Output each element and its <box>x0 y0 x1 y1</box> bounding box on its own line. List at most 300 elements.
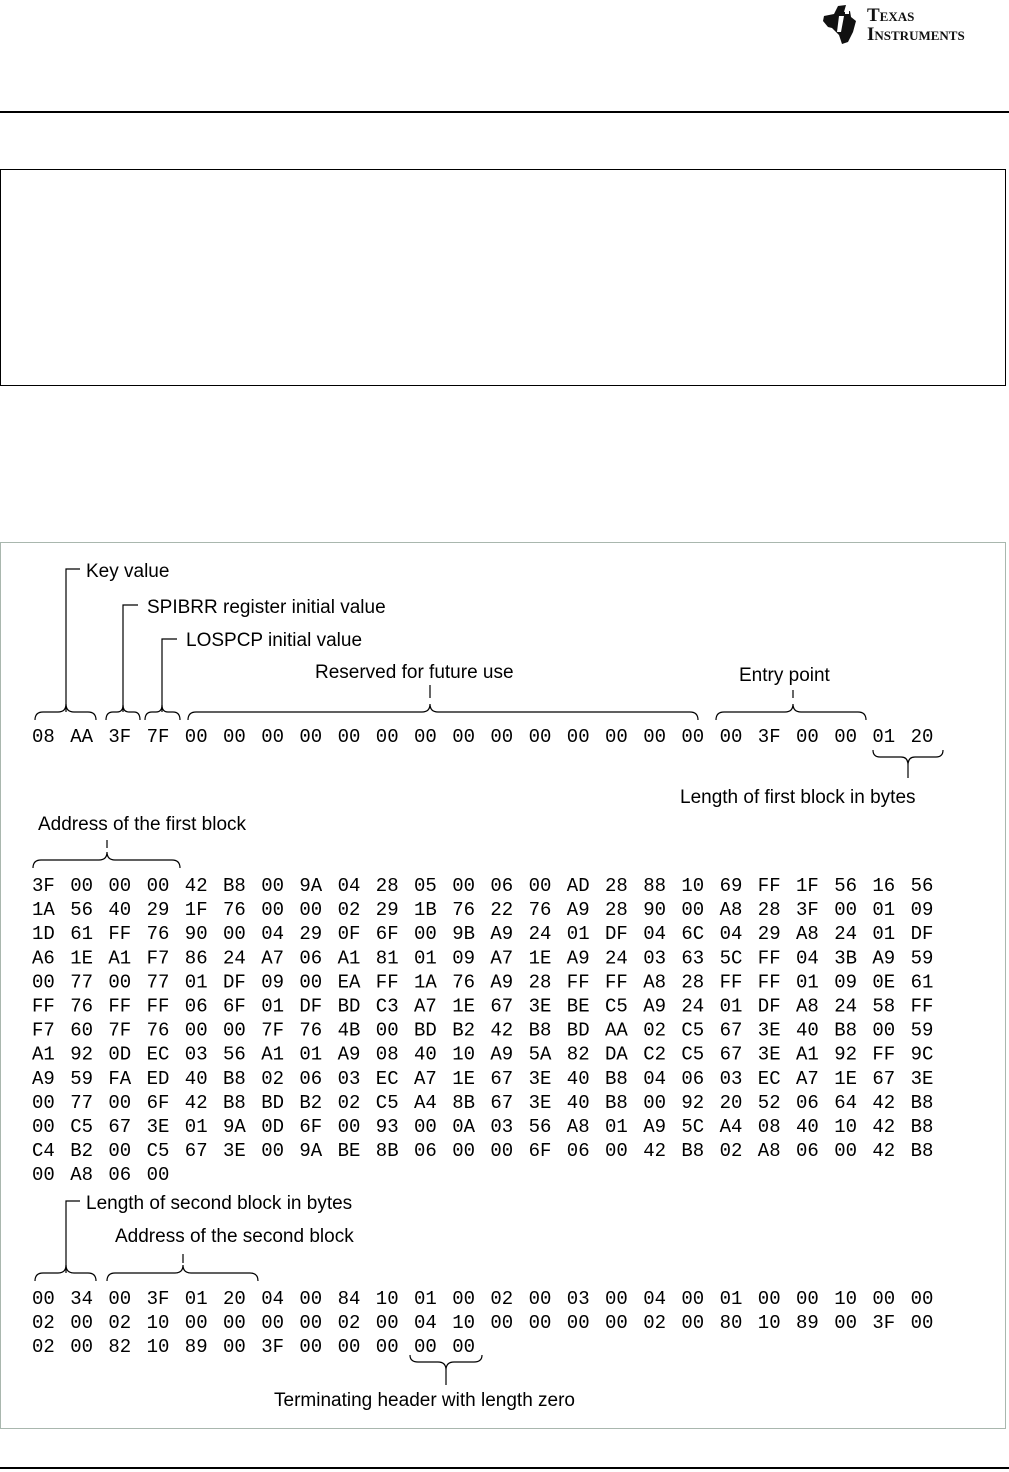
block1-byte: A9 <box>32 1067 55 1090</box>
block1-byte: 1D <box>32 923 55 946</box>
block1-byte: 86 <box>184 947 208 970</box>
block1-byte: 28 <box>528 971 552 994</box>
block1-byte: 56 <box>223 1043 246 1066</box>
block1-byte: 81 <box>375 947 399 970</box>
hex-header-row <box>32 726 933 748</box>
block1-byte: B8 <box>528 1019 552 1042</box>
block1-byte: 00 <box>32 1116 55 1138</box>
block1-byte: 00 <box>32 1091 55 1114</box>
header-byte: 00 <box>414 726 437 748</box>
block1-byte: 00 <box>643 1091 667 1114</box>
block1-byte: 3E <box>757 1019 781 1042</box>
block1-byte: 00 <box>146 1164 170 1187</box>
block2-byte: 89 <box>184 1336 208 1358</box>
header-byte: 00 <box>452 726 476 748</box>
block2-byte: 00 <box>566 1312 590 1334</box>
block1-byte: 01 <box>719 995 743 1018</box>
block1-byte: A1 <box>32 1043 55 1066</box>
block1-byte: 01 <box>796 971 819 994</box>
block2-byte: 3F <box>146 1288 170 1310</box>
block1-byte: 08 <box>375 1043 399 1066</box>
block2-byte: 10 <box>452 1312 476 1334</box>
block1-byte: 3B <box>834 947 858 970</box>
block2-byte: 00 <box>757 1288 781 1310</box>
block1-byte: C5 <box>70 1116 94 1138</box>
block2-byte: 04 <box>261 1288 285 1310</box>
block1-byte: 3E <box>528 995 552 1018</box>
header-byte: 00 <box>643 726 667 748</box>
block2-byte: 02 <box>490 1288 514 1310</box>
header-byte: 00 <box>299 726 323 748</box>
block1-byte: 00 <box>261 875 285 897</box>
block2-byte: 02 <box>108 1312 132 1334</box>
header-byte: 00 <box>566 726 590 748</box>
block1-byte: 42 <box>643 1140 667 1163</box>
address-second-label: Address of the second block <box>115 1226 354 1247</box>
block1-byte: C5 <box>681 1019 705 1042</box>
block1-byte: 6F <box>528 1140 552 1163</box>
block1-byte: 03 <box>490 1116 514 1138</box>
block1-byte: BD <box>414 1019 437 1042</box>
hex-block2-rows <box>32 1288 933 1358</box>
block2-byte: 00 <box>223 1312 246 1334</box>
address-second-brace <box>107 1265 258 1281</box>
length-first-label: Length of first block in bytes <box>680 787 916 808</box>
block2-byte: 00 <box>414 1336 437 1358</box>
block1-byte: 16 <box>872 875 896 897</box>
block2-byte: 02 <box>643 1312 667 1334</box>
block1-byte: 00 <box>414 923 437 946</box>
block1-byte: 58 <box>872 995 896 1018</box>
block1-byte: DF <box>605 923 628 946</box>
block1-byte: 67 <box>719 1043 743 1066</box>
block1-byte: 3E <box>528 1091 552 1114</box>
block1-byte: B8 <box>681 1140 705 1163</box>
block1-byte: 22 <box>490 899 514 922</box>
block1-byte: 04 <box>337 875 361 897</box>
block1-byte: 40 <box>796 1019 819 1042</box>
block1-byte: A7 <box>414 1067 437 1090</box>
block2-byte: 01 <box>414 1288 437 1310</box>
block1-byte: A9 <box>566 947 590 970</box>
block1-byte: A9 <box>490 971 514 994</box>
block1-byte: 00 <box>108 971 132 994</box>
block1-byte: FF <box>375 971 399 994</box>
block1-byte: 76 <box>452 899 476 922</box>
header-byte: 00 <box>834 726 858 748</box>
block2-byte: 00 <box>261 1312 285 1334</box>
block1-byte: 04 <box>643 1067 667 1090</box>
header-byte: 7F <box>146 726 170 748</box>
entry-point-label: Entry point <box>739 665 830 686</box>
block1-byte: 40 <box>108 899 132 922</box>
block2-byte: 10 <box>146 1336 170 1358</box>
block1-byte: 42 <box>872 1091 896 1114</box>
block1-byte: FF <box>146 995 170 1018</box>
block1-byte: BD <box>337 995 361 1018</box>
block1-byte: 00 <box>299 899 323 922</box>
block1-byte: 76 <box>299 1019 323 1042</box>
block2-byte: 02 <box>337 1312 361 1334</box>
block1-byte: 42 <box>184 1091 208 1114</box>
block1-byte: 29 <box>146 899 170 922</box>
block1-byte: A8 <box>719 899 743 922</box>
block1-byte: 03 <box>719 1067 743 1090</box>
block1-byte: 00 <box>375 1019 399 1042</box>
block1-byte: 67 <box>490 1067 514 1090</box>
block1-byte: 4B <box>337 1019 361 1042</box>
block1-byte: FF <box>566 971 590 994</box>
block1-byte: 76 <box>146 923 170 946</box>
block1-byte: A1 <box>796 1043 819 1066</box>
block1-byte: B8 <box>910 1140 934 1163</box>
block1-byte: 1F <box>184 899 208 922</box>
block1-byte: B8 <box>223 1091 246 1114</box>
block1-byte: A4 <box>414 1091 437 1114</box>
block1-byte: 06 <box>108 1164 132 1187</box>
block1-byte: FF <box>757 875 781 897</box>
block2-byte: 00 <box>528 1288 552 1310</box>
block1-byte: 06 <box>566 1140 590 1163</box>
block1-byte: 1B <box>414 899 437 922</box>
header-byte: 00 <box>490 726 514 748</box>
block1-byte: 1A <box>32 899 55 922</box>
block1-byte: 3F <box>796 899 819 922</box>
block1-byte: 42 <box>184 875 208 897</box>
block1-byte: 77 <box>146 971 170 994</box>
block1-byte: 01 <box>414 947 437 970</box>
block1-byte: B2 <box>70 1140 94 1163</box>
block1-byte: 02 <box>719 1140 743 1163</box>
block1-byte: A9 <box>872 947 896 970</box>
block1-byte: A6 <box>32 947 55 970</box>
block1-byte: B8 <box>605 1067 628 1090</box>
block1-byte: AD <box>566 875 590 897</box>
block1-byte: F7 <box>146 947 170 970</box>
block1-byte: 77 <box>70 1091 94 1114</box>
entry-point-brace <box>716 704 866 720</box>
spibrr-label: SPIBRR register initial value <box>147 597 386 618</box>
block1-byte: A9 <box>566 899 590 922</box>
block1-byte: 42 <box>872 1116 896 1138</box>
block1-byte: 63 <box>681 947 705 970</box>
block1-byte: 90 <box>643 899 667 922</box>
header-byte: 3F <box>108 726 132 748</box>
header-byte: AA <box>70 726 94 748</box>
block1-byte: 67 <box>872 1067 896 1090</box>
block1-byte: 6F <box>223 995 246 1018</box>
block2-byte: 00 <box>108 1288 132 1310</box>
block1-byte: FF <box>719 971 743 994</box>
block1-byte: 59 <box>910 1019 934 1042</box>
block2-byte: 10 <box>146 1312 170 1334</box>
block2-byte: 10 <box>834 1288 858 1310</box>
block1-byte: DF <box>910 923 934 946</box>
block1-byte: A9 <box>337 1043 361 1066</box>
block1-byte: 59 <box>910 947 934 970</box>
block1-byte: 00 <box>452 875 476 897</box>
block2-byte: 02 <box>32 1336 55 1358</box>
spibrr-leader <box>123 605 138 712</box>
block1-byte: C3 <box>375 995 399 1018</box>
length-second-label: Length of second block in bytes <box>86 1193 353 1214</box>
block1-byte: 00 <box>872 1019 896 1042</box>
block1-byte: 76 <box>70 995 94 1018</box>
block1-byte: 56 <box>70 899 94 922</box>
block2-byte: 00 <box>681 1288 705 1310</box>
block1-byte: 00 <box>414 1116 437 1138</box>
block2-byte: 10 <box>375 1288 399 1310</box>
block1-byte: 00 <box>184 1019 208 1042</box>
block1-byte: 3E <box>910 1067 934 1090</box>
block1-byte: B8 <box>605 1091 628 1114</box>
header-byte: 00 <box>261 726 285 748</box>
block2-byte: 00 <box>490 1312 514 1334</box>
block1-byte: 00 <box>261 899 285 922</box>
block1-byte: 1E <box>528 947 552 970</box>
block1-byte: 02 <box>337 899 361 922</box>
block1-byte: A9 <box>490 923 514 946</box>
block1-byte: FF <box>108 995 132 1018</box>
block1-byte: 5A <box>528 1043 552 1066</box>
block1-byte: 24 <box>605 947 628 970</box>
block1-byte: A7 <box>261 947 285 970</box>
block1-byte: 1E <box>452 995 476 1018</box>
block1-byte: 00 <box>452 1140 476 1163</box>
block1-byte: 9A <box>299 875 323 897</box>
block1-byte: 06 <box>796 1140 819 1163</box>
block2-byte: 00 <box>605 1312 628 1334</box>
block1-byte: B2 <box>299 1091 323 1114</box>
block1-byte: 01 <box>566 923 590 946</box>
header-byte: 00 <box>796 726 819 748</box>
block1-byte: A9 <box>643 1116 667 1138</box>
header-byte: 00 <box>719 726 743 748</box>
block2-byte: 00 <box>452 1336 476 1358</box>
block2-byte: 10 <box>757 1312 781 1334</box>
block1-byte: 08 <box>757 1116 781 1138</box>
block1-byte: 03 <box>184 1043 208 1066</box>
block1-byte: B8 <box>223 1067 246 1090</box>
header-byte: 00 <box>681 726 705 748</box>
block1-byte: EC <box>146 1043 170 1066</box>
block1-byte: 9A <box>223 1116 246 1138</box>
block1-byte: 00 <box>108 875 132 897</box>
lospcp-label: LOSPCP initial value <box>186 630 363 651</box>
block1-byte: 9C <box>910 1043 934 1066</box>
block1-byte: FF <box>757 947 781 970</box>
block1-byte: FF <box>872 1043 896 1066</box>
block1-byte: 67 <box>719 1019 743 1042</box>
block1-byte: BD <box>261 1091 285 1114</box>
block1-byte: 52 <box>757 1091 781 1114</box>
header-byte: 00 <box>337 726 361 748</box>
block2-byte: 01 <box>719 1288 743 1310</box>
block1-byte: 01 <box>299 1043 323 1066</box>
block1-byte: BE <box>337 1140 361 1163</box>
block1-byte: 04 <box>796 947 819 970</box>
block1-byte: B8 <box>910 1116 934 1138</box>
block1-byte: 24 <box>834 995 858 1018</box>
block1-byte: C5 <box>681 1043 705 1066</box>
block1-byte: 40 <box>796 1116 819 1138</box>
lospcp-brace <box>145 705 180 720</box>
block2-byte: 00 <box>32 1288 55 1310</box>
block2-byte: 00 <box>375 1336 399 1358</box>
block2-byte: 00 <box>337 1336 361 1358</box>
block1-byte: 88 <box>643 875 667 897</box>
block2-byte: 34 <box>70 1288 94 1310</box>
block1-byte: 02 <box>643 1019 667 1042</box>
address-first-label: Address of the first block <box>38 814 247 835</box>
block1-byte: 1E <box>452 1067 476 1090</box>
block2-byte: 00 <box>528 1312 552 1334</box>
block1-byte: 40 <box>414 1043 437 1066</box>
block1-byte: 04 <box>643 923 667 946</box>
block1-byte: 01 <box>184 971 208 994</box>
block1-byte: 59 <box>70 1067 94 1090</box>
block1-byte: 28 <box>605 899 628 922</box>
block2-byte: 04 <box>643 1288 667 1310</box>
block2-byte: 00 <box>299 1312 323 1334</box>
block1-byte: A4 <box>719 1116 743 1138</box>
block1-byte: A8 <box>796 995 819 1018</box>
block1-byte: C4 <box>32 1140 55 1163</box>
block1-byte: 76 <box>452 971 476 994</box>
block1-byte: 00 <box>261 1140 285 1163</box>
block1-byte: A8 <box>643 971 667 994</box>
reserved-label: Reserved for future use <box>315 662 514 683</box>
block1-byte: EC <box>375 1067 399 1090</box>
block1-byte: 77 <box>70 971 94 994</box>
header-byte: 00 <box>223 726 246 748</box>
block1-byte: FF <box>32 995 55 1018</box>
block1-byte: 00 <box>223 1019 246 1042</box>
header-byte: 00 <box>605 726 628 748</box>
block1-byte: 67 <box>490 1091 514 1114</box>
block2-byte: 00 <box>605 1288 628 1310</box>
block1-byte: C5 <box>605 995 628 1018</box>
block1-byte: 0D <box>261 1116 285 1138</box>
block1-byte: 1E <box>70 947 94 970</box>
block1-byte: 6F <box>375 923 399 946</box>
block1-byte: 0E <box>872 971 896 994</box>
block1-byte: DA <box>605 1043 628 1066</box>
block1-byte: A8 <box>566 1116 590 1138</box>
block1-byte: 3F <box>32 875 55 897</box>
block1-byte: BD <box>566 1019 590 1042</box>
block1-byte: 5C <box>719 947 743 970</box>
header-byte: 00 <box>184 726 208 748</box>
block1-byte: 93 <box>375 1116 399 1138</box>
block1-byte: 00 <box>32 971 55 994</box>
block1-byte: 01 <box>605 1116 628 1138</box>
block1-byte: 04 <box>719 923 743 946</box>
block1-byte: 01 <box>872 923 896 946</box>
block2-byte: 00 <box>834 1312 858 1334</box>
block1-byte: 40 <box>566 1091 590 1114</box>
block1-byte: 56 <box>528 1116 552 1138</box>
block1-byte: 3E <box>146 1116 170 1138</box>
reserved-brace <box>188 704 698 720</box>
block1-byte: 0F <box>337 923 361 946</box>
block1-byte: 00 <box>146 875 170 897</box>
block1-byte: 56 <box>834 875 858 897</box>
block1-byte: AA <box>605 1019 628 1042</box>
block1-byte: 00 <box>834 1140 858 1163</box>
brand-line1: Texas <box>867 5 915 26</box>
header-byte: 20 <box>910 726 934 748</box>
header-byte: 3F <box>757 726 781 748</box>
header-byte: 01 <box>872 726 896 748</box>
block1-byte: B8 <box>910 1091 934 1114</box>
footer-rule <box>0 1467 1009 1469</box>
block1-byte: 09 <box>452 947 476 970</box>
block1-byte: 6F <box>299 1116 323 1138</box>
block1-byte: 05 <box>414 875 437 897</box>
block2-byte: 00 <box>184 1312 208 1334</box>
block1-byte: 00 <box>299 971 323 994</box>
block1-byte: 28 <box>681 971 705 994</box>
block1-byte: DF <box>757 995 781 1018</box>
block1-byte: A8 <box>796 923 819 946</box>
header-byte: 00 <box>375 726 399 748</box>
block1-byte: 9B <box>452 923 476 946</box>
block1-byte: 1F <box>796 875 819 897</box>
block1-byte: 64 <box>834 1091 858 1114</box>
block2-byte: 00 <box>375 1312 399 1334</box>
block1-byte: B8 <box>223 875 246 897</box>
block1-byte: 00 <box>32 1164 55 1187</box>
block2-byte: 00 <box>910 1312 934 1334</box>
block1-byte: 3E <box>528 1067 552 1090</box>
address-first-brace <box>33 852 180 868</box>
block1-byte: B8 <box>834 1019 858 1042</box>
block1-byte: 00 <box>490 1140 514 1163</box>
block1-byte: 5C <box>681 1116 705 1138</box>
block1-byte: 00 <box>70 875 94 897</box>
block1-byte: 01 <box>872 899 896 922</box>
block1-byte: 6F <box>146 1091 170 1114</box>
block2-byte: 00 <box>70 1336 94 1358</box>
block1-byte: A1 <box>337 947 361 970</box>
block1-byte: FF <box>108 923 132 946</box>
block1-byte: 28 <box>605 875 628 897</box>
block1-byte: 90 <box>184 923 208 946</box>
block1-byte: 92 <box>70 1043 94 1066</box>
block1-byte: A1 <box>108 947 132 970</box>
key-value-label: Key value <box>86 561 170 582</box>
block1-byte: ED <box>146 1067 170 1090</box>
block1-byte: 0D <box>108 1043 132 1066</box>
block1-byte: FA <box>108 1067 132 1090</box>
block2-byte: 82 <box>108 1336 132 1358</box>
block1-byte: 29 <box>299 923 323 946</box>
block1-byte: FF <box>757 971 781 994</box>
block1-byte: 10 <box>452 1043 476 1066</box>
block1-byte: A7 <box>796 1067 819 1090</box>
length-first-brace <box>873 750 943 765</box>
block2-byte: 00 <box>681 1312 705 1334</box>
block1-byte: 29 <box>375 899 399 922</box>
block1-byte: 28 <box>757 899 781 922</box>
block1-byte: 09 <box>834 971 858 994</box>
block1-byte: 67 <box>184 1140 208 1163</box>
block1-byte: 06 <box>299 1067 323 1090</box>
block1-byte: 60 <box>70 1019 94 1042</box>
block1-byte: 7F <box>108 1019 132 1042</box>
block1-byte: 67 <box>108 1116 132 1138</box>
